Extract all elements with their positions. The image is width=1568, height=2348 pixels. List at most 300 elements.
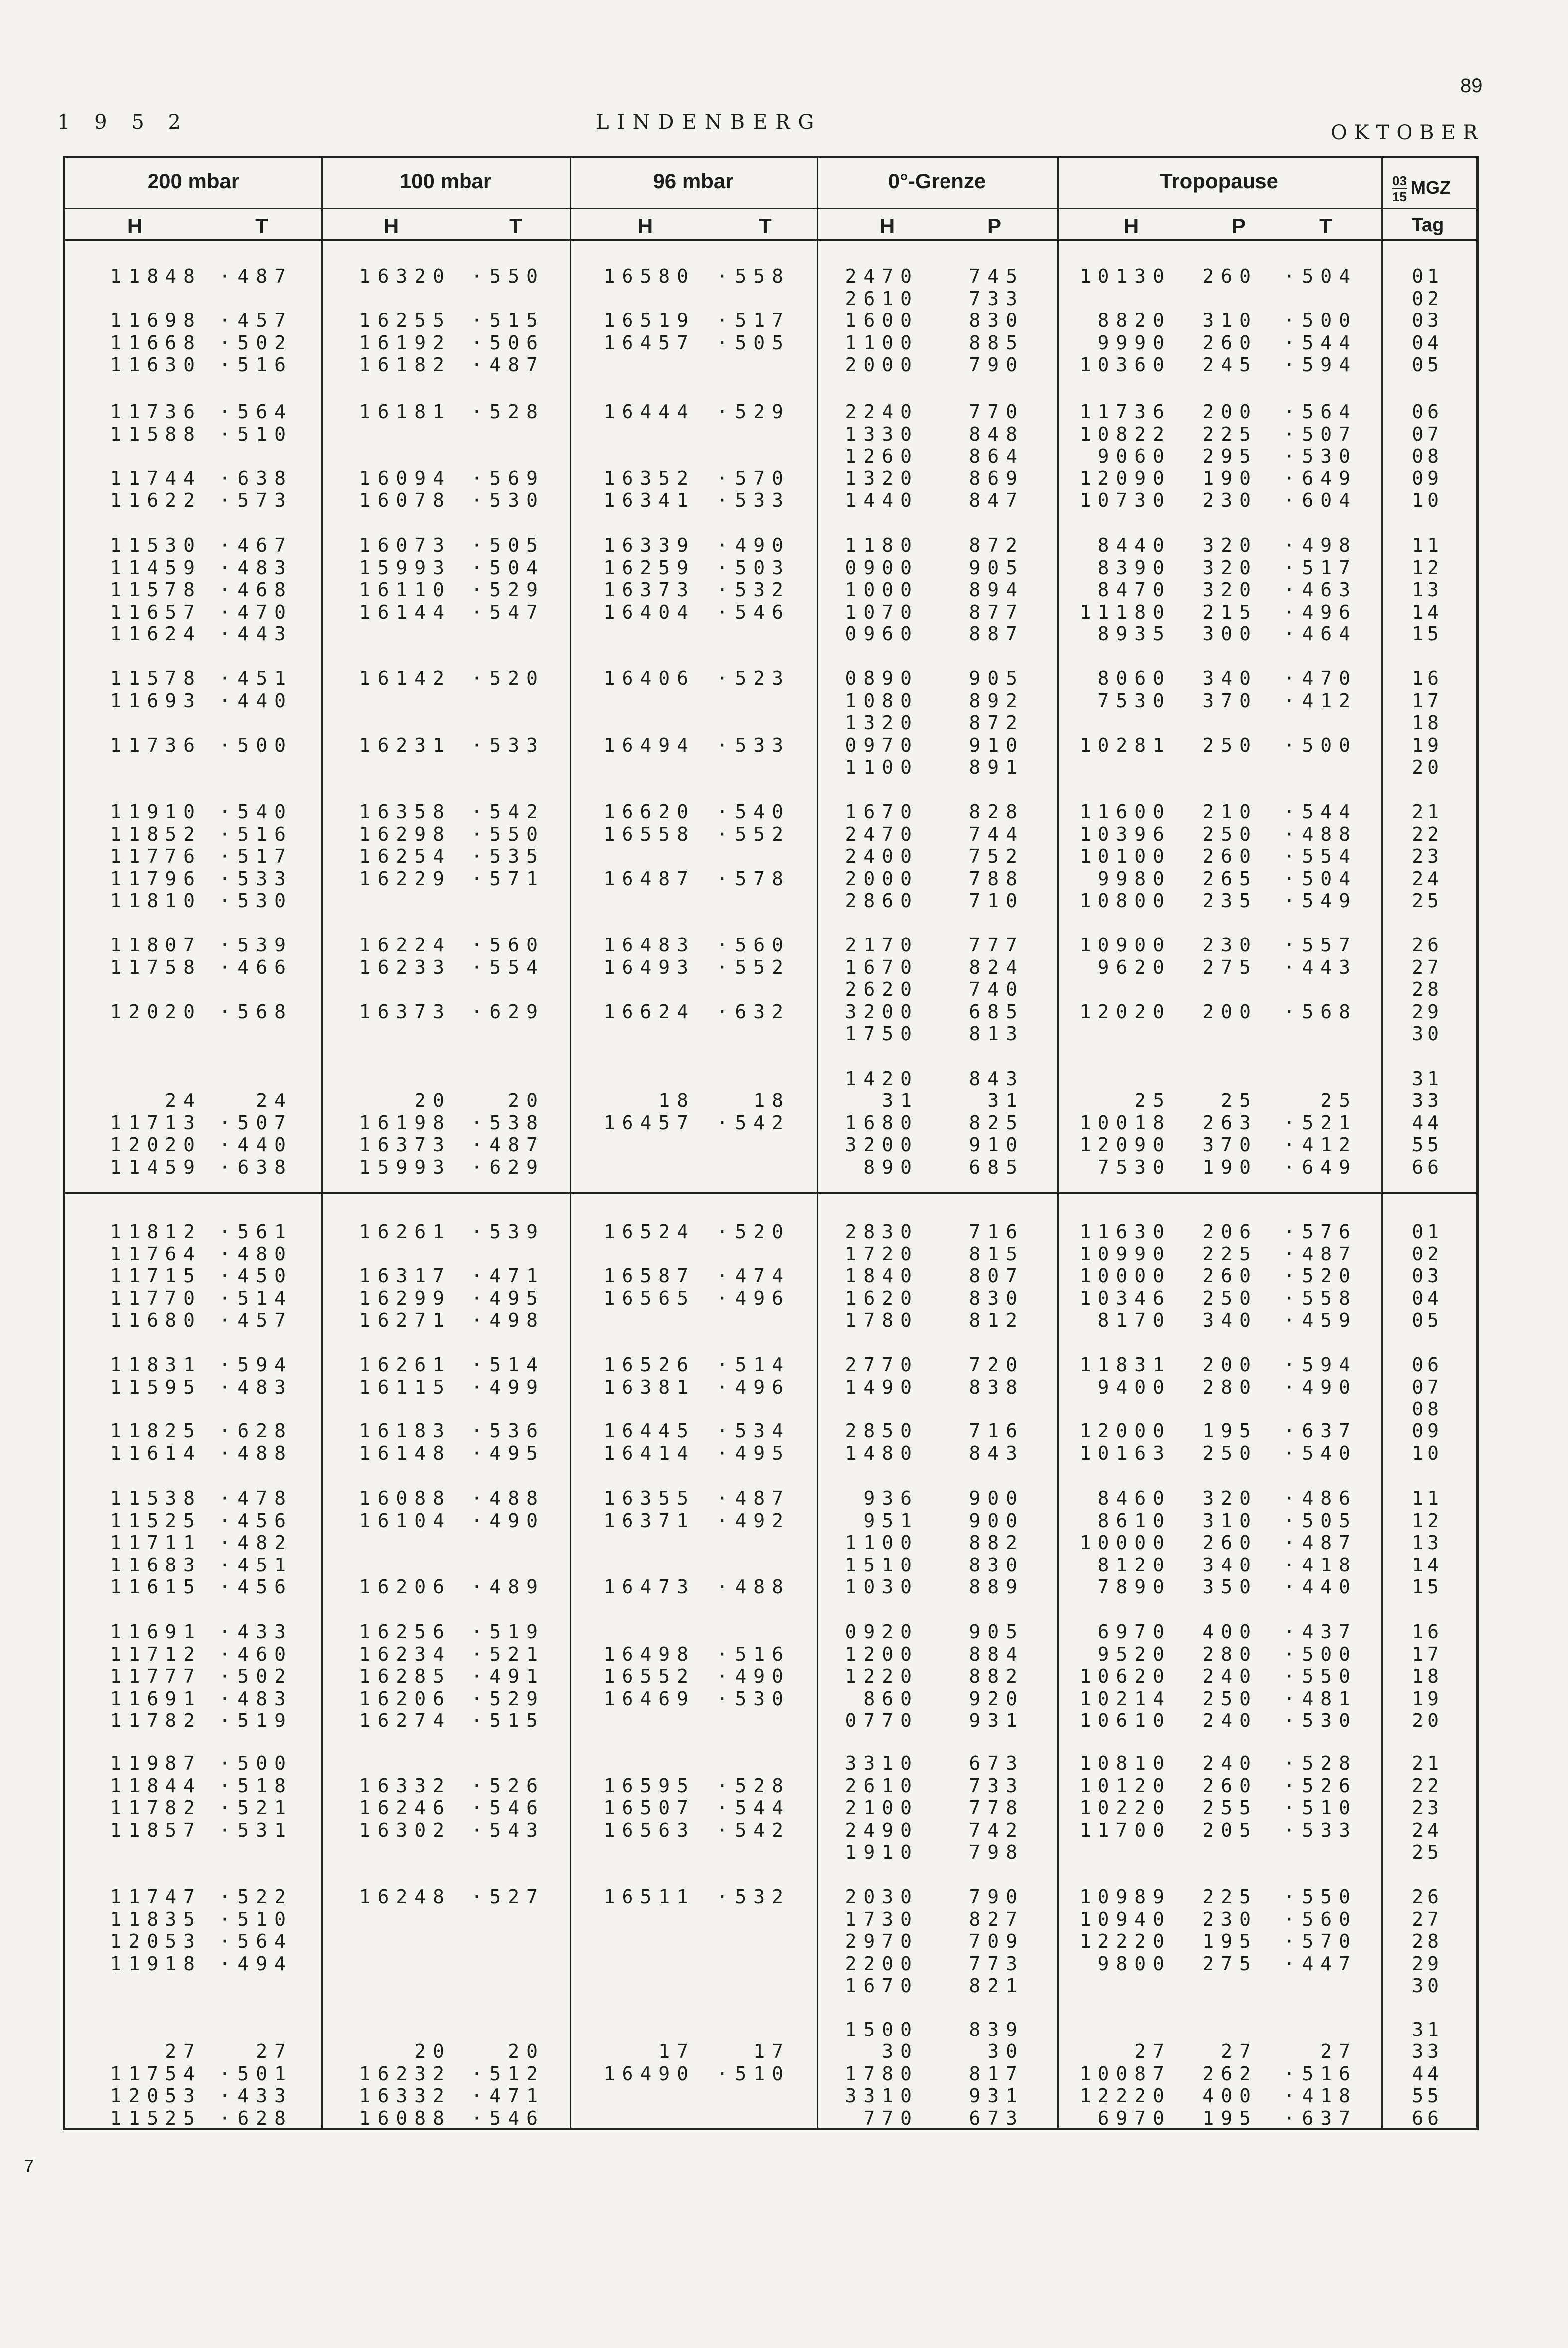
value-cell: 1780 <box>845 2062 919 2085</box>
value-cell: 8610 <box>1098 1509 1171 1532</box>
value-cell: 770 <box>863 2107 919 2129</box>
value-cell: 2860 <box>845 890 919 912</box>
value-cell: 889 <box>969 1576 1024 1598</box>
value-cell: ·521 <box>219 1797 293 1819</box>
value-cell: 773 <box>969 1952 1024 1975</box>
value-cell: 10000 <box>1079 1265 1171 1287</box>
value-cell: 931 <box>969 2085 1024 2107</box>
value-cell: 16261 <box>359 1354 451 1376</box>
value-cell: 260 <box>1202 845 1257 867</box>
day-cell: 33 <box>1412 2040 1443 2062</box>
value-cell: 20 <box>414 2040 451 2062</box>
value-cell: ·518 <box>219 1774 293 1797</box>
value-cell: 16233 <box>359 956 451 978</box>
value-cell: 716 <box>969 1420 1024 1442</box>
group-header-2: 100 mbar <box>399 169 492 193</box>
value-cell: 882 <box>969 1665 1024 1687</box>
day-cell: 17 <box>1412 1643 1443 1665</box>
value-cell: ·568 <box>219 1000 293 1023</box>
value-cell: ·536 <box>471 1420 545 1442</box>
value-cell: 275 <box>1202 1952 1257 1975</box>
value-cell: ·504 <box>1283 265 1357 287</box>
day-cell: 13 <box>1412 579 1443 601</box>
value-cell: 10346 <box>1079 1287 1171 1309</box>
column-header-8: P <box>987 214 1001 238</box>
value-cell: 10130 <box>1079 265 1171 287</box>
value-cell: 1330 <box>845 423 919 445</box>
day-cell: 15 <box>1412 623 1443 645</box>
value-cell: ·468 <box>219 579 293 601</box>
day-cell: 22 <box>1412 823 1443 845</box>
value-cell: 2000 <box>845 354 919 376</box>
value-cell: 8170 <box>1098 1309 1171 1331</box>
value-cell: 2970 <box>845 1930 919 1952</box>
value-cell: 2400 <box>845 845 919 867</box>
value-cell: ·649 <box>1283 467 1357 489</box>
value-cell: ·437 <box>1283 1621 1357 1643</box>
value-cell: ·456 <box>219 1576 293 1598</box>
value-cell: 27 <box>165 2040 202 2062</box>
value-cell: ·512 <box>471 2062 545 2085</box>
value-cell: 6970 <box>1098 1621 1171 1643</box>
value-cell: 260 <box>1202 1265 1257 1287</box>
value-cell: 16373 <box>359 1000 451 1023</box>
value-cell: ·490 <box>1283 1376 1357 1398</box>
value-cell: ·495 <box>471 1442 545 1464</box>
value-cell: 2620 <box>845 978 919 1000</box>
value-cell: 16229 <box>359 867 451 890</box>
value-cell: ·471 <box>471 2085 545 2107</box>
day-cell: 07 <box>1412 1376 1443 1398</box>
value-cell: 11459 <box>110 1156 202 1178</box>
value-cell: ·576 <box>1283 1221 1357 1243</box>
day-cell: 18 <box>1412 1665 1443 1687</box>
value-cell: 280 <box>1202 1643 1257 1665</box>
value-cell: 15993 <box>359 1156 451 1178</box>
value-cell: 16332 <box>359 2085 451 2107</box>
value-cell: 265 <box>1202 867 1257 890</box>
value-cell: ·488 <box>716 1576 790 1598</box>
value-cell: 16595 <box>603 1774 695 1797</box>
day-cell: 05 <box>1412 354 1443 376</box>
value-cell: ·526 <box>1283 1774 1357 1797</box>
value-cell: ·554 <box>471 956 545 978</box>
value-cell: 20 <box>414 1090 451 1111</box>
value-cell: 11180 <box>1079 601 1171 623</box>
value-cell: 11777 <box>110 1665 202 1687</box>
value-cell: 812 <box>969 1309 1024 1331</box>
value-cell: 230 <box>1202 489 1257 511</box>
value-cell: ·496 <box>1283 601 1357 623</box>
value-cell: 6970 <box>1098 2107 1171 2129</box>
day-cell: 06 <box>1412 401 1443 423</box>
column-header-2: T <box>255 214 268 238</box>
value-cell: 24 <box>165 1090 202 1111</box>
value-cell: 12000 <box>1079 1420 1171 1442</box>
value-cell: 3200 <box>845 1000 919 1023</box>
value-cell: 16469 <box>603 1687 695 1710</box>
value-cell: 778 <box>969 1797 1024 1819</box>
value-cell: ·440 <box>219 1134 293 1156</box>
value-cell: 1420 <box>845 1068 919 1090</box>
value-cell: 240 <box>1202 1710 1257 1731</box>
value-cell: 16563 <box>603 1819 695 1841</box>
value-cell: 260 <box>1202 331 1257 354</box>
value-cell: ·514 <box>471 1354 545 1376</box>
day-cell: 22 <box>1412 1774 1443 1797</box>
value-cell: ·594 <box>1283 354 1357 376</box>
value-cell: ·632 <box>716 1000 790 1023</box>
day-cell: 09 <box>1412 467 1443 489</box>
value-cell: ·637 <box>1283 1420 1357 1442</box>
value-cell: 10000 <box>1079 1532 1171 1554</box>
value-cell: ·516 <box>1283 2062 1357 2085</box>
value-cell: 11668 <box>110 331 202 354</box>
value-cell: 790 <box>969 354 1024 376</box>
value-cell: 11691 <box>110 1687 202 1710</box>
value-cell: ·544 <box>1283 331 1357 354</box>
value-cell: 685 <box>969 1156 1024 1178</box>
value-cell: 10120 <box>1079 1774 1171 1797</box>
value-cell: ·440 <box>219 689 293 712</box>
day-cell: 12 <box>1412 1509 1443 1532</box>
value-cell: 10822 <box>1079 423 1171 445</box>
value-cell: 905 <box>969 556 1024 579</box>
day-cell: 21 <box>1412 801 1443 823</box>
value-cell: ·496 <box>716 1287 790 1309</box>
value-cell: 11835 <box>110 1908 202 1930</box>
value-cell: 1440 <box>845 489 919 511</box>
value-cell: ·487 <box>1283 1532 1357 1554</box>
value-cell: 11770 <box>110 1287 202 1309</box>
value-cell: 16580 <box>603 265 695 287</box>
value-cell: ·500 <box>1283 1643 1357 1665</box>
value-cell: 7530 <box>1098 1156 1171 1178</box>
value-cell: 16381 <box>603 1376 695 1398</box>
value-cell: 16490 <box>603 2062 695 2085</box>
value-cell: 27 <box>1320 2040 1357 2062</box>
value-cell: ·532 <box>716 1886 790 1908</box>
month-header: OKTOBER <box>1331 121 1485 144</box>
value-cell: 0970 <box>845 734 919 756</box>
day-cell: 16 <box>1412 667 1443 689</box>
value-cell: 1780 <box>845 1309 919 1331</box>
value-cell: ·483 <box>219 1376 293 1398</box>
value-cell: ·561 <box>219 1221 293 1243</box>
value-cell: ·456 <box>219 1509 293 1532</box>
value-cell: ·470 <box>1283 667 1357 689</box>
value-cell: 1600 <box>845 310 919 331</box>
value-cell: 2000 <box>845 867 919 890</box>
day-cell: 23 <box>1412 845 1443 867</box>
value-cell: 828 <box>969 801 1024 823</box>
value-cell: 1480 <box>845 1442 919 1464</box>
value-cell: 733 <box>969 287 1024 310</box>
day-cell: 24 <box>1412 867 1443 890</box>
value-cell: 11747 <box>110 1886 202 1908</box>
value-cell: 910 <box>969 734 1024 756</box>
day-cell: 19 <box>1412 734 1443 756</box>
value-cell: 240 <box>1202 1665 1257 1687</box>
value-cell: ·543 <box>471 1819 545 1841</box>
value-cell: 295 <box>1202 445 1257 467</box>
day-cell: 27 <box>1412 956 1443 978</box>
value-cell: 16142 <box>359 667 451 689</box>
value-cell: 1070 <box>845 601 919 623</box>
value-cell: ·520 <box>716 1221 790 1243</box>
value-cell: 16587 <box>603 1265 695 1287</box>
value-cell: 11736 <box>110 401 202 423</box>
value-cell: 17 <box>658 2040 695 2062</box>
value-cell: 1720 <box>845 1243 919 1265</box>
value-cell: 16483 <box>603 934 695 956</box>
value-cell: 2200 <box>845 1952 919 1975</box>
value-cell: 11807 <box>110 934 202 956</box>
day-cell: 30 <box>1412 1975 1443 1997</box>
value-cell: 20 <box>508 1090 545 1111</box>
value-cell: 16558 <box>603 823 695 845</box>
value-cell: 11578 <box>110 579 202 601</box>
value-cell: 16192 <box>359 331 451 354</box>
day-cell: 14 <box>1412 1554 1443 1576</box>
day-cell: 20 <box>1412 1710 1443 1731</box>
value-cell: 11812 <box>110 1221 202 1243</box>
day-cell: 26 <box>1412 934 1443 956</box>
value-cell: ·471 <box>471 1265 545 1287</box>
value-cell: ·501 <box>219 2062 293 2085</box>
value-cell: ·487 <box>471 1134 545 1156</box>
value-cell: ·504 <box>1283 867 1357 890</box>
day-cell: 09 <box>1412 1420 1443 1442</box>
value-cell: ·451 <box>219 667 293 689</box>
value-cell: 16620 <box>603 801 695 823</box>
value-cell: 3310 <box>845 1752 919 1774</box>
value-cell: 9400 <box>1098 1376 1171 1398</box>
value-cell: 16255 <box>359 310 451 331</box>
day-cell: 02 <box>1412 287 1443 310</box>
day-cell: 66 <box>1412 1156 1443 1178</box>
value-cell: 11831 <box>110 1354 202 1376</box>
day-cell: 29 <box>1412 1000 1443 1023</box>
value-cell: ·578 <box>716 867 790 890</box>
value-cell: ·510 <box>716 2062 790 2085</box>
value-cell: 16519 <box>603 310 695 331</box>
value-cell: 16271 <box>359 1309 451 1331</box>
value-cell: 770 <box>969 401 1024 423</box>
value-cell: ·637 <box>1283 2107 1357 2129</box>
value-cell: 12020 <box>110 1134 202 1156</box>
value-cell: ·638 <box>219 1156 293 1178</box>
column-header-11: T <box>1319 214 1332 238</box>
value-cell: 16206 <box>359 1687 451 1710</box>
value-cell: 891 <box>969 756 1024 778</box>
value-cell: 11810 <box>110 890 202 912</box>
value-cell: 673 <box>969 1752 1024 1774</box>
value-cell: 11624 <box>110 623 202 645</box>
value-cell: 0890 <box>845 667 919 689</box>
value-cell: 200 <box>1202 1354 1257 1376</box>
value-cell: 16073 <box>359 534 451 556</box>
value-cell: 11693 <box>110 689 202 712</box>
value-cell: ·539 <box>219 934 293 956</box>
value-cell: ·532 <box>716 579 790 601</box>
value-cell: 830 <box>969 310 1024 331</box>
value-cell: 894 <box>969 579 1024 601</box>
value-cell: 872 <box>969 534 1024 556</box>
day-cell: 14 <box>1412 601 1443 623</box>
value-cell: 900 <box>969 1487 1024 1509</box>
value-cell: 744 <box>969 823 1024 845</box>
value-cell: 10396 <box>1079 823 1171 845</box>
value-cell: 27 <box>1221 2040 1257 2062</box>
value-cell: ·569 <box>471 467 545 489</box>
value-cell: 16302 <box>359 1819 451 1841</box>
value-cell: 190 <box>1202 1156 1257 1178</box>
value-cell: 1220 <box>845 1665 919 1687</box>
value-cell: ·450 <box>219 1265 293 1287</box>
value-cell: ·412 <box>1283 689 1357 712</box>
value-cell: 12220 <box>1079 1930 1171 1952</box>
value-cell: ·629 <box>471 1156 545 1178</box>
value-cell: 1100 <box>845 756 919 778</box>
value-cell: 11764 <box>110 1243 202 1265</box>
value-cell: ·443 <box>219 623 293 645</box>
value-cell: ·638 <box>219 467 293 489</box>
value-cell: 11796 <box>110 867 202 890</box>
value-cell: 16182 <box>359 354 451 376</box>
value-cell: ·554 <box>1283 845 1357 867</box>
value-cell: 2170 <box>845 934 919 956</box>
value-cell: 847 <box>969 489 1024 511</box>
value-cell: 2830 <box>845 1221 919 1243</box>
value-cell: ·500 <box>1283 734 1357 756</box>
value-cell: 931 <box>969 1710 1024 1731</box>
column-header-1: H <box>127 214 143 238</box>
value-cell: ·550 <box>471 823 545 845</box>
value-cell: ·505 <box>716 331 790 354</box>
day-cell: 10 <box>1412 489 1443 511</box>
value-cell: 752 <box>969 845 1024 867</box>
value-cell: 320 <box>1202 534 1257 556</box>
value-cell: 12220 <box>1079 2085 1171 2107</box>
value-cell: 869 <box>969 467 1024 489</box>
value-cell: 190 <box>1202 467 1257 489</box>
value-cell: 16524 <box>603 1221 695 1243</box>
day-cell: 03 <box>1412 1265 1443 1287</box>
value-cell: ·418 <box>1283 1554 1357 1576</box>
value-cell: ·498 <box>1283 534 1357 556</box>
value-cell: 225 <box>1202 1243 1257 1265</box>
value-cell: 2240 <box>845 401 919 423</box>
value-cell: 12090 <box>1079 467 1171 489</box>
value-cell: 910 <box>969 1134 1024 1156</box>
value-cell: 821 <box>969 1975 1024 1997</box>
value-cell: 830 <box>969 1287 1024 1309</box>
value-cell: 16115 <box>359 1376 451 1398</box>
value-cell: 2770 <box>845 1354 919 1376</box>
value-cell: 225 <box>1202 1886 1257 1908</box>
value-cell: 11700 <box>1079 1819 1171 1841</box>
value-cell: 11712 <box>110 1643 202 1665</box>
value-cell: 320 <box>1202 1487 1257 1509</box>
value-cell: 817 <box>969 2062 1024 2085</box>
value-cell: 1910 <box>845 1841 919 1863</box>
value-cell: ·433 <box>219 2085 293 2107</box>
value-cell: 16248 <box>359 1886 451 1908</box>
value-cell: ·560 <box>716 934 790 956</box>
value-cell: 8935 <box>1098 623 1171 645</box>
value-cell: 882 <box>969 1532 1024 1554</box>
value-cell: 16473 <box>603 1576 695 1598</box>
value-cell: ·533 <box>716 734 790 756</box>
value-cell: ·507 <box>219 1111 293 1134</box>
value-cell: 1180 <box>845 534 919 556</box>
value-cell: 825 <box>969 1111 1024 1134</box>
value-cell: 0920 <box>845 1621 919 1643</box>
value-cell: ·528 <box>471 401 545 423</box>
value-cell: 18 <box>753 1090 790 1111</box>
value-cell: 1320 <box>845 467 919 489</box>
value-cell: 838 <box>969 1376 1024 1398</box>
value-cell: 16231 <box>359 734 451 756</box>
value-cell: 11844 <box>110 1774 202 1797</box>
value-cell: 3310 <box>845 2085 919 2107</box>
value-cell: 240 <box>1202 1752 1257 1774</box>
value-cell: ·486 <box>1283 1487 1357 1509</box>
value-cell: 11595 <box>110 1376 202 1398</box>
value-cell: 16088 <box>359 2107 451 2129</box>
value-cell: 1670 <box>845 1975 919 1997</box>
value-cell: 2850 <box>845 1420 919 1442</box>
value-cell: ·494 <box>219 1952 293 1975</box>
value-cell: 11852 <box>110 823 202 845</box>
day-cell: 13 <box>1412 1532 1443 1554</box>
value-cell: 10018 <box>1079 1111 1171 1134</box>
day-cell: 55 <box>1412 2085 1443 2107</box>
column-header-7: H <box>879 214 895 238</box>
value-cell: ·510 <box>1283 1797 1357 1819</box>
value-cell: 11622 <box>110 489 202 511</box>
value-cell: ·529 <box>471 579 545 601</box>
value-cell: ·505 <box>471 534 545 556</box>
day-cell: 06 <box>1412 1354 1443 1376</box>
value-cell: ·516 <box>219 823 293 845</box>
value-cell: ·503 <box>716 556 790 579</box>
value-cell: ·491 <box>471 1665 545 1687</box>
day-cell: 01 <box>1412 265 1443 287</box>
value-cell: 11736 <box>110 734 202 756</box>
value-cell: 17 <box>753 2040 790 2062</box>
value-cell: 16224 <box>359 934 451 956</box>
value-cell: ·464 <box>1283 623 1357 645</box>
value-cell: 10087 <box>1079 2062 1171 2085</box>
value-cell: 951 <box>863 1509 919 1532</box>
value-cell: ·482 <box>219 1532 293 1554</box>
value-cell: 195 <box>1202 1420 1257 1442</box>
value-cell: 16494 <box>603 734 695 756</box>
value-cell: 2470 <box>845 823 919 845</box>
value-cell: ·498 <box>471 1309 545 1331</box>
value-cell: 11776 <box>110 845 202 867</box>
value-cell: ·520 <box>471 667 545 689</box>
value-cell: 11680 <box>110 1309 202 1331</box>
value-cell: 16457 <box>603 1111 695 1134</box>
data-table <box>63 156 1479 2130</box>
value-cell: 0770 <box>845 1710 919 1731</box>
value-cell: 11987 <box>110 1752 202 1774</box>
value-cell: 9620 <box>1098 956 1171 978</box>
value-cell: 200 <box>1202 1000 1257 1023</box>
